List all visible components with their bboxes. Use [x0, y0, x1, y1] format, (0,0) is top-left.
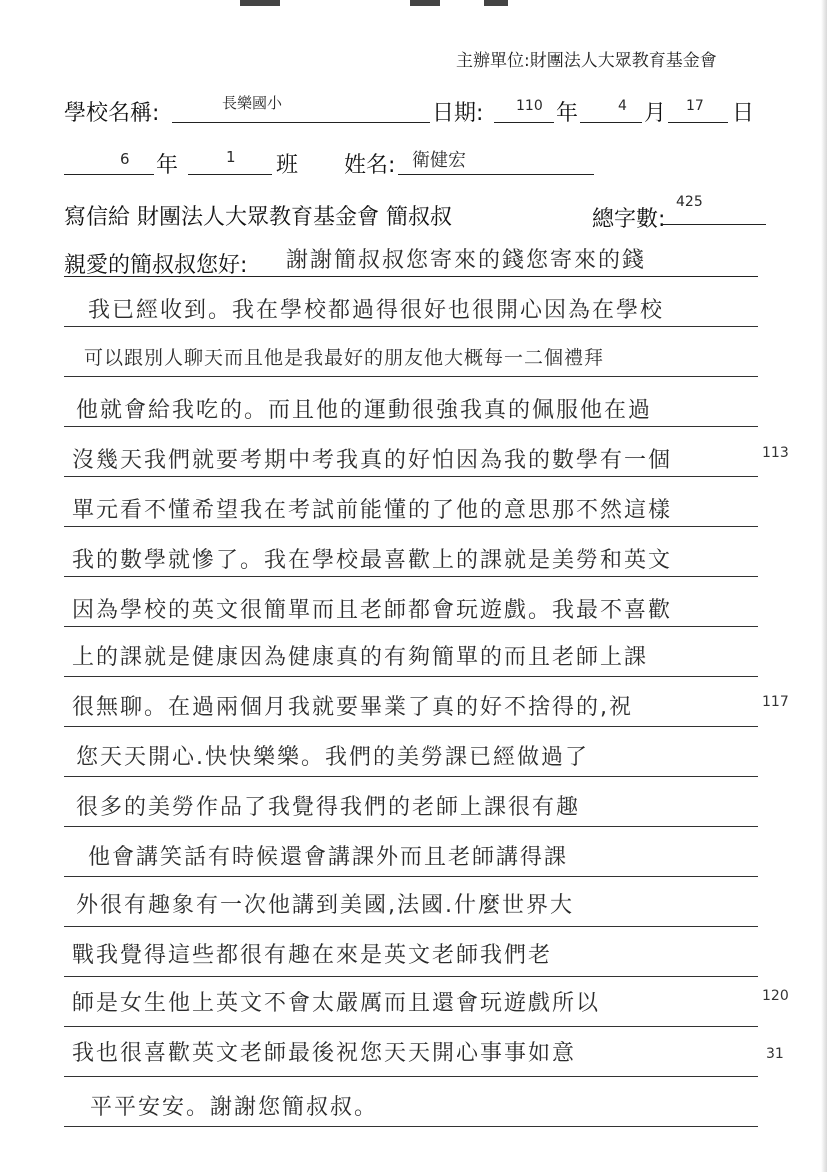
- month-label: 月: [644, 101, 667, 126]
- letter-line: 平平安安。謝謝您簡叔叔。: [90, 1095, 379, 1120]
- ruled-line: [64, 476, 758, 477]
- ruled-line: [64, 326, 758, 327]
- ruled-line: [64, 526, 758, 527]
- school-value: 長樂國小: [222, 94, 283, 112]
- letter-line: 可以跟別人聊天而且他是我最好的朋友他大概每一二個禮拜: [84, 347, 605, 369]
- organizer-text: 主辦單位:財團法人大眾教育基金會: [456, 51, 717, 71]
- year-label: 年: [556, 101, 579, 126]
- word-count-underline: [662, 224, 766, 225]
- letter-line: 他會講笑話有時候還會講課外而且老師講得課: [88, 845, 569, 870]
- class-underline: [188, 174, 272, 175]
- name-underline: [398, 174, 594, 175]
- date-label: 日期:: [432, 101, 484, 126]
- day-label: 日: [732, 101, 755, 126]
- date-year-value: 110: [516, 98, 543, 114]
- greeting-underline: [64, 276, 758, 277]
- grade-value: 6: [120, 150, 130, 168]
- letter-line: 我的數學就慘了。我在學校最喜歡上的課就是美勞和英文: [72, 548, 673, 573]
- word-count-label: 總字數:: [592, 207, 666, 232]
- page-edge: [821, 0, 827, 1172]
- ruled-line: [64, 576, 758, 577]
- greeting: 親愛的簡叔叔您好:: [64, 253, 248, 278]
- ruled-line: [64, 1126, 758, 1127]
- letter-recipient: 寫信給 財團法人大眾教育基金會 簡叔叔: [64, 205, 452, 230]
- ruled-line: [64, 376, 758, 377]
- word-count-value: 425: [676, 194, 703, 210]
- letter-line: 沒幾天我們就要考期中考我真的好怕因為我的數學有一個: [72, 448, 673, 473]
- date-day-value: 17: [686, 98, 704, 114]
- scan-marks: [0, 0, 827, 10]
- class-value: 1: [226, 148, 236, 166]
- letter-line: 很無聊。在過兩個月我就要畢業了真的好不捨得的,祝: [72, 695, 633, 720]
- ruled-line: [64, 676, 758, 677]
- grade-label: 年: [156, 153, 179, 178]
- margin-count: 31: [766, 1046, 784, 1062]
- ruled-line: [64, 876, 758, 877]
- name-value: 衛健宏: [412, 150, 466, 171]
- ruled-line: [64, 826, 758, 827]
- date-month-underline: [580, 122, 642, 123]
- ruled-line: [64, 776, 758, 777]
- ruled-line: [64, 926, 758, 927]
- ruled-line: [64, 976, 758, 977]
- ruled-line: [64, 1026, 758, 1027]
- scan-mark: [484, 0, 508, 6]
- scan-mark: [410, 0, 440, 6]
- ruled-line: [64, 726, 758, 727]
- letter-line: 他就會給我吃的。而且他的運動很強我真的佩服他在過: [76, 398, 653, 423]
- name-label: 姓名:: [344, 153, 396, 178]
- ruled-line: [64, 626, 758, 627]
- letter-line: 外很有趣象有一次他講到美國,法國.什麼世界大: [76, 893, 574, 918]
- letter-line: 我也很喜歡英文老師最後祝您天天開心事事如意: [72, 1041, 577, 1066]
- margin-count: 120: [762, 988, 789, 1004]
- letter-line: 單元看不懂希望我在考試前能懂的了他的意思那不然這樣: [72, 498, 673, 523]
- school-underline: [172, 122, 430, 123]
- letter-line: 因為學校的英文很簡單而且老師都會玩遊戲。我最不喜歡: [72, 598, 673, 623]
- grade-underline: [64, 174, 154, 175]
- letter-line: 戰我覺得這些都很有趣在來是英文老師我們老: [72, 943, 553, 968]
- scan-mark: [240, 0, 280, 6]
- class-label: 班: [276, 153, 299, 178]
- date-month-value: 4: [618, 98, 627, 114]
- ruled-line: [64, 426, 758, 427]
- margin-count: 117: [762, 694, 789, 710]
- letter-line: 上的課就是健康因為健康真的有夠簡單的而且老師上課: [72, 645, 649, 670]
- letter-line: 我已經收到。我在學校都過得很好也很開心因為在學校: [88, 298, 665, 323]
- margin-count: 113: [762, 445, 789, 461]
- letter-line: 您天天開心.快快樂樂。我們的美勞課已經做過了: [76, 745, 589, 770]
- ruled-line: [64, 1076, 758, 1077]
- letter-line: 謝謝簡叔叔您寄來的錢您寄來的錢: [286, 248, 647, 273]
- date-day-underline: [668, 122, 728, 123]
- letter-line: 很多的美勞作品了我覺得我們的老師上課很有趣: [76, 795, 581, 820]
- date-year-underline: [494, 122, 554, 123]
- letter-line: 師是女生他上英文不會太嚴厲而且還會玩遊戲所以: [72, 991, 601, 1016]
- school-label: 學校名稱:: [64, 101, 160, 126]
